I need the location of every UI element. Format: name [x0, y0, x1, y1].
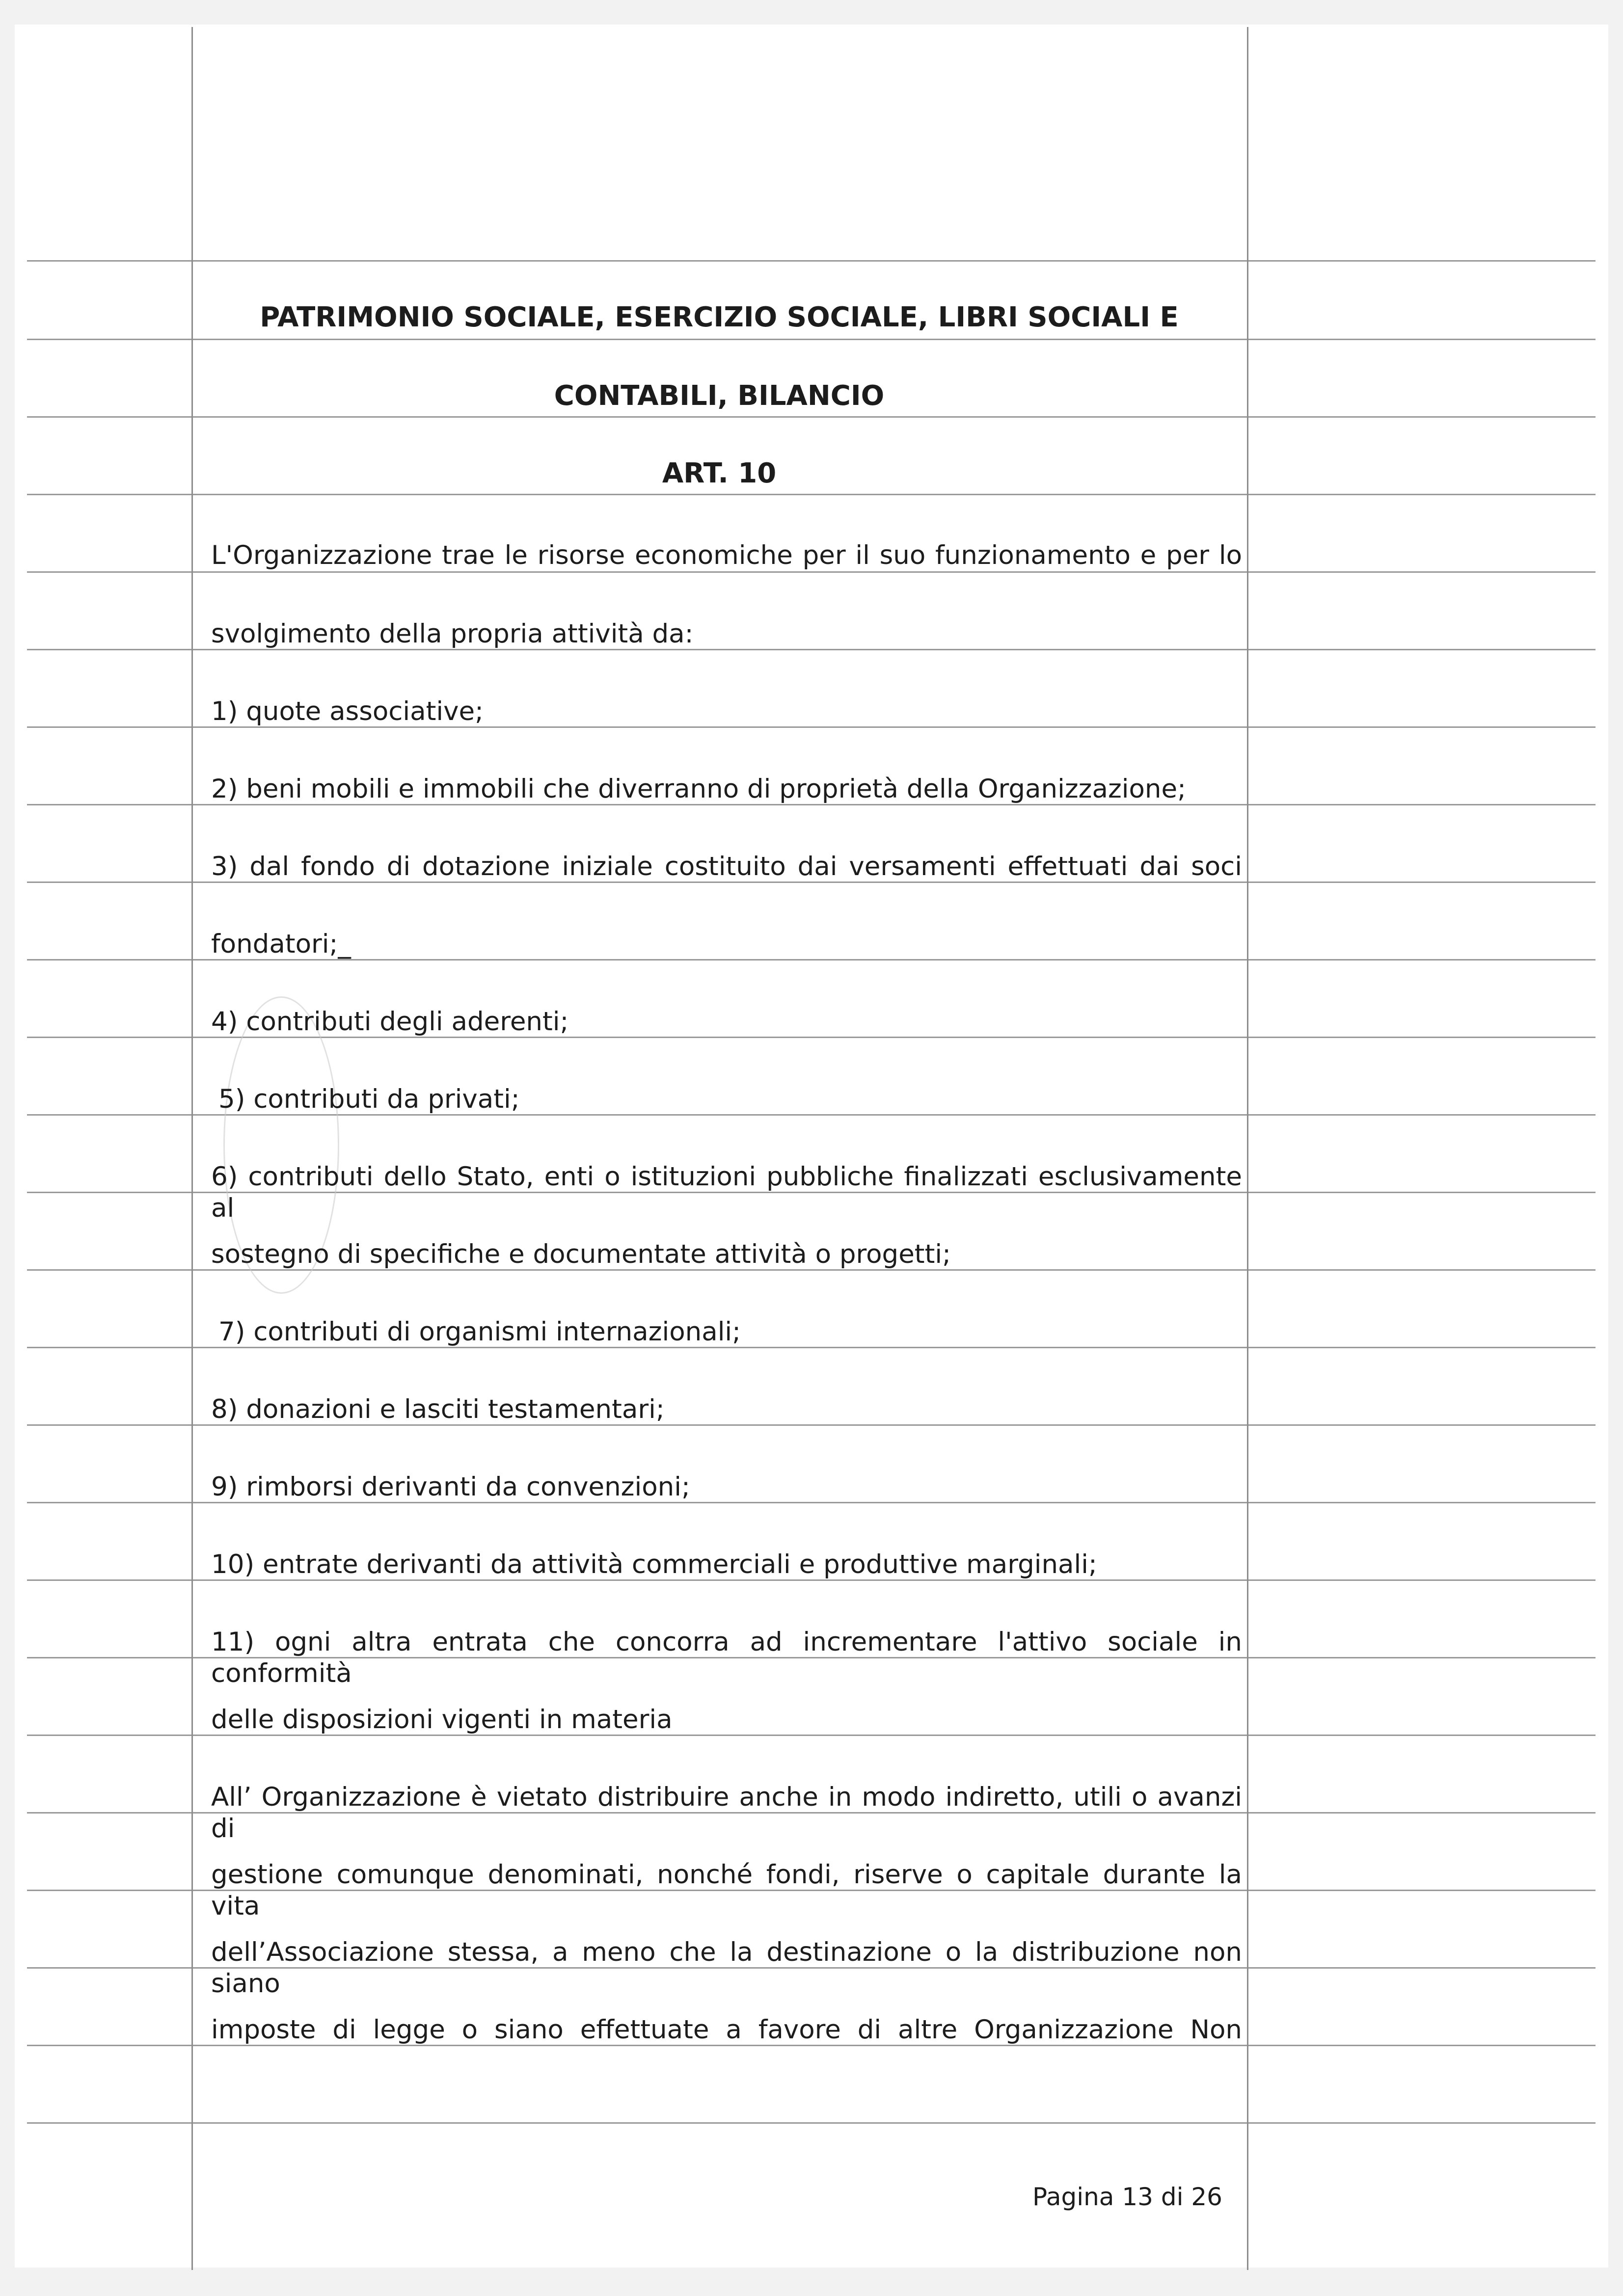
rule-line: [27, 2122, 1596, 2124]
paragraph-line-2: gestione comunque denominati, nonché fondi, riserve o capitale durante la vita: [211, 1860, 1242, 1921]
left-margin-line: [191, 27, 193, 2270]
list-item-4: 4) contributi degli aderenti;: [211, 1007, 569, 1037]
article-number: ART. 10: [662, 457, 777, 489]
list-item-6-line-2: sostegno di specifiche e documentate attività o progetti;: [211, 1239, 951, 1269]
list-item-5: 5) contributi da privati;: [218, 1084, 520, 1114]
list-item-11-line-1: 11) ogni altra entrata che concorra ad incrementare l'attivo sociale in conformità: [211, 1627, 1242, 1688]
rule-line: [27, 339, 1596, 340]
list-item-3-line-2: fondatori;_: [211, 929, 351, 959]
paragraph-line-4: imposte di legge o siano effettuate a favore di altre Organizzazione Non: [211, 2015, 1242, 2045]
rule-line: [27, 571, 1596, 573]
list-item-3-line-1: 3) dal fondo di dotazione iniziale costituito dai versamenti effettuati dai soci: [211, 852, 1242, 881]
right-margin-line: [1247, 27, 1248, 2270]
list-item-11-line-2: delle disposizioni vigenti in materia: [211, 1705, 673, 1735]
page-number: Pagina 13 di 26: [1032, 2183, 1222, 2211]
intro-line-1: L'Organizzazione trae le risorse economiche per il suo funzionamento e per lo: [211, 540, 1242, 570]
list-item-2: 2) beni mobili e immobili che diverranno di proprietà della Organizzazione;: [211, 774, 1186, 804]
paragraph-line-1: All’ Organizzazione è vietato distribuire anche in modo indiretto, utili o avanzi di: [211, 1782, 1242, 1843]
section-title-line-2: CONTABILI, BILANCIO: [554, 380, 885, 412]
list-item-10: 10) entrate derivanti da attività commerciali e produttive marginali;: [211, 1549, 1097, 1579]
intro-line-2: svolgimento della propria attività da:: [211, 619, 694, 649]
list-item-8: 8) donazioni e lasciti testamentari;: [211, 1394, 665, 1424]
list-item-1: 1) quote associative;: [211, 696, 484, 726]
rule-line: [27, 494, 1596, 495]
rule-line: [27, 260, 1596, 262]
paragraph-line-3: dell’Associazione stessa, a meno che la destinazione o la distribuzione non siano: [211, 1937, 1242, 1999]
section-title-line-1: PATRIMONIO SOCIALE, ESERCIZIO SOCIALE, LIBRI SOCIALI E: [260, 301, 1179, 333]
list-item-6-line-1: 6) contributi dello Stato, enti o istituzioni pubbliche finalizzati esclusivamente al: [211, 1162, 1242, 1223]
rule-line: [27, 416, 1596, 418]
list-item-7: 7) contributi di organismi internazionali;: [218, 1317, 741, 1347]
list-item-9: 9) rimborsi derivanti da convenzioni;: [211, 1472, 690, 1502]
